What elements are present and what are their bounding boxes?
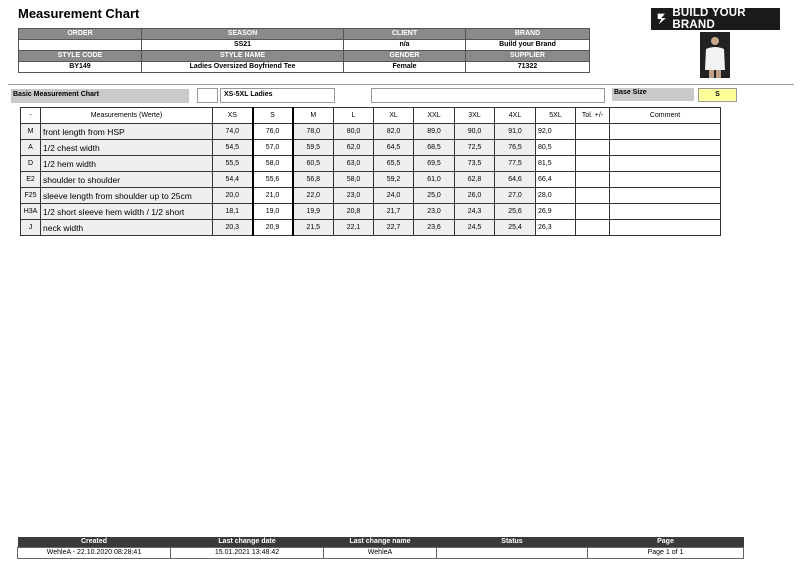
column-header: Comment xyxy=(610,108,721,124)
measurement-value: 20,8 xyxy=(334,204,374,220)
measurement-value: 22,1 xyxy=(334,220,374,236)
measurement-value: 56,8 xyxy=(293,172,334,188)
measurement-code: F25 xyxy=(21,188,41,204)
measurement-value: 26,3 xyxy=(536,220,576,236)
style-name-label: STYLE NAME xyxy=(142,51,344,62)
table-row xyxy=(21,172,721,188)
column-header: XS xyxy=(213,108,253,124)
measurement-value: 76,0 xyxy=(253,124,293,140)
footer-table xyxy=(17,537,744,559)
measurement-value: 19,9 xyxy=(293,204,334,220)
measurement-value: 54,5 xyxy=(213,140,253,156)
measurement-value: 81,5 xyxy=(536,156,576,172)
measurement-value: 68,5 xyxy=(414,140,455,156)
comment-cell xyxy=(610,124,721,140)
season-label: SEASON xyxy=(142,29,344,40)
measurement-code: E2 xyxy=(21,172,41,188)
measurement-value: 80,5 xyxy=(536,140,576,156)
table-row xyxy=(21,124,721,140)
comment-cell xyxy=(610,156,721,172)
supplier-label: SUPPLIER xyxy=(466,51,590,62)
column-header: L xyxy=(334,108,374,124)
measurement-value: 62,8 xyxy=(455,172,495,188)
chart-notes-field xyxy=(371,88,605,103)
measurement-value: 27,0 xyxy=(495,188,536,204)
table-row xyxy=(21,220,721,236)
measurement-value: 64,5 xyxy=(374,140,414,156)
measurement-value: 23,0 xyxy=(334,188,374,204)
measurement-value: 91,0 xyxy=(495,124,536,140)
measurement-code: A xyxy=(21,140,41,156)
status-label: Status xyxy=(437,537,588,548)
client-value: n/a xyxy=(344,40,466,51)
style-code-value: BY149 xyxy=(19,62,142,73)
column-header: 4XL xyxy=(495,108,536,124)
measurement-value: 82,0 xyxy=(374,124,414,140)
style-info-table xyxy=(18,28,590,73)
last-change-date-value: 15.01.2021 13:48:42 xyxy=(171,548,324,559)
measurement-value: 76,5 xyxy=(495,140,536,156)
basic-chart-label: Basic Measurement Chart xyxy=(11,89,189,103)
measurement-code: J xyxy=(21,220,41,236)
last-change-date-label: Last change date xyxy=(171,537,324,548)
measurement-value: 22,0 xyxy=(293,188,334,204)
measurement-value: 69,5 xyxy=(414,156,455,172)
status-value xyxy=(437,548,588,559)
measurement-value: 66,4 xyxy=(536,172,576,188)
last-change-name-label: Last change name xyxy=(324,537,437,548)
column-header: Tol. +/- xyxy=(576,108,610,124)
measurement-value: 18,1 xyxy=(213,204,253,220)
measurement-value: 55,5 xyxy=(213,156,253,172)
column-header: XL xyxy=(374,108,414,124)
measurement-value: 21,5 xyxy=(293,220,334,236)
measurement-name: front length from HSP xyxy=(41,124,213,140)
measurement-value: 65,5 xyxy=(374,156,414,172)
gender-value: Female xyxy=(344,62,466,73)
comment-cell xyxy=(610,220,721,236)
season-value: SS21 xyxy=(142,40,344,51)
base-size-label: Base Size xyxy=(612,88,694,101)
measurement-value: 22,7 xyxy=(374,220,414,236)
measurement-value: 24,5 xyxy=(455,220,495,236)
brand-logo xyxy=(651,8,780,30)
measurement-value: 25,4 xyxy=(495,220,536,236)
measurement-value: 20,9 xyxy=(253,220,293,236)
measurement-value: 24,0 xyxy=(374,188,414,204)
measurement-value: 23,0 xyxy=(414,204,455,220)
column-header: 5XL xyxy=(536,108,576,124)
measurement-value: 58,0 xyxy=(253,156,293,172)
measurement-name: shoulder to shoulder xyxy=(41,172,213,188)
measurement-value: 72,5 xyxy=(455,140,495,156)
last-change-name-value: WehleA xyxy=(324,548,437,559)
measurement-value: 73,5 xyxy=(455,156,495,172)
measurement-value: 54,4 xyxy=(213,172,253,188)
measurement-code: M xyxy=(21,124,41,140)
measurement-name: sleeve length from shoulder up to 25cm xyxy=(41,188,213,204)
comment-cell xyxy=(610,140,721,156)
measurement-name: 1/2 short sleeve hem width / 1/2 short xyxy=(41,204,213,220)
measurement-value: 74,0 xyxy=(213,124,253,140)
measurement-value: 92,0 xyxy=(536,124,576,140)
measurement-value: 26,0 xyxy=(455,188,495,204)
created-label: Created xyxy=(18,537,171,548)
chart-option-box xyxy=(197,88,218,103)
table-row xyxy=(21,188,721,204)
column-header: 3XL xyxy=(455,108,495,124)
brand-label: BRAND xyxy=(466,29,590,40)
tolerance-cell xyxy=(576,172,610,188)
measurement-value: 64,6 xyxy=(495,172,536,188)
measurement-value: 21,7 xyxy=(374,204,414,220)
page-label: Page xyxy=(588,537,744,548)
gender-label: GENDER xyxy=(344,51,466,62)
style-code-label: STYLE CODE xyxy=(19,51,142,62)
order-label: ORDER xyxy=(19,29,142,40)
measurement-value: 19,0 xyxy=(253,204,293,220)
measurement-value: 90,0 xyxy=(455,124,495,140)
column-header: - xyxy=(21,108,41,124)
table-header-row xyxy=(21,108,721,124)
brand-value: Build your Brand xyxy=(466,40,590,51)
supplier-value: 71322 xyxy=(466,62,590,73)
measurement-value: 58,0 xyxy=(334,172,374,188)
measurement-value: 59,2 xyxy=(374,172,414,188)
column-header: S xyxy=(253,108,293,124)
measurement-value: 20,3 xyxy=(213,220,253,236)
created-value: WehleA - 22.10.2020 08:28:41 xyxy=(18,548,171,559)
measurement-value: 61,0 xyxy=(414,172,455,188)
brand-logo-icon xyxy=(655,11,669,27)
measurement-value: 25,0 xyxy=(414,188,455,204)
order-value xyxy=(19,40,142,51)
style-name-value: Ladies Oversized Boyfriend Tee xyxy=(142,62,344,73)
measurement-value: 60,5 xyxy=(293,156,334,172)
measurement-value: 25,6 xyxy=(495,204,536,220)
column-header: M xyxy=(293,108,334,124)
table-row xyxy=(21,156,721,172)
measurement-value: 26,9 xyxy=(536,204,576,220)
measurement-value: 28,0 xyxy=(536,188,576,204)
product-photo xyxy=(700,32,730,78)
client-label: CLIENT xyxy=(344,29,466,40)
base-size-value: S xyxy=(698,88,737,102)
measurement-value: 63,0 xyxy=(334,156,374,172)
column-header: XXL xyxy=(414,108,455,124)
measurement-name: neck width xyxy=(41,220,213,236)
measurement-value: 80,0 xyxy=(334,124,374,140)
measurement-value: 77,5 xyxy=(495,156,536,172)
comment-cell xyxy=(610,188,721,204)
tolerance-cell xyxy=(576,204,610,220)
measurement-code: D xyxy=(21,156,41,172)
measurement-value: 62,0 xyxy=(334,140,374,156)
table-row xyxy=(21,140,721,156)
tolerance-cell xyxy=(576,124,610,140)
column-header: Measurements (Werte) xyxy=(41,108,213,124)
measurement-value: 24,3 xyxy=(455,204,495,220)
page-title: Measurement Chart xyxy=(18,6,140,21)
measurement-code: H3A xyxy=(21,204,41,220)
tolerance-cell xyxy=(576,156,610,172)
measurement-value: 59,5 xyxy=(293,140,334,156)
measurement-table xyxy=(20,107,721,236)
comment-cell xyxy=(610,204,721,220)
table-row xyxy=(21,204,721,220)
brand-logo-text: BUILD YOUR BRAND xyxy=(672,7,746,31)
tolerance-cell xyxy=(576,188,610,204)
measurement-value: 21,0 xyxy=(253,188,293,204)
page-number: Page 1 of 1 xyxy=(588,548,744,559)
measurement-value: 55,6 xyxy=(253,172,293,188)
measurement-value: 23,6 xyxy=(414,220,455,236)
measurement-value: 78,0 xyxy=(293,124,334,140)
measurement-value: 89,0 xyxy=(414,124,455,140)
tolerance-cell xyxy=(576,140,610,156)
comment-cell xyxy=(610,172,721,188)
tolerance-cell xyxy=(576,220,610,236)
size-range-field: XS-5XL Ladies xyxy=(220,88,335,103)
section-divider xyxy=(8,84,794,85)
measurement-value: 20,0 xyxy=(213,188,253,204)
measurement-name: 1/2 hem width xyxy=(41,156,213,172)
measurement-name: 1/2 chest width xyxy=(41,140,213,156)
measurement-value: 57,0 xyxy=(253,140,293,156)
